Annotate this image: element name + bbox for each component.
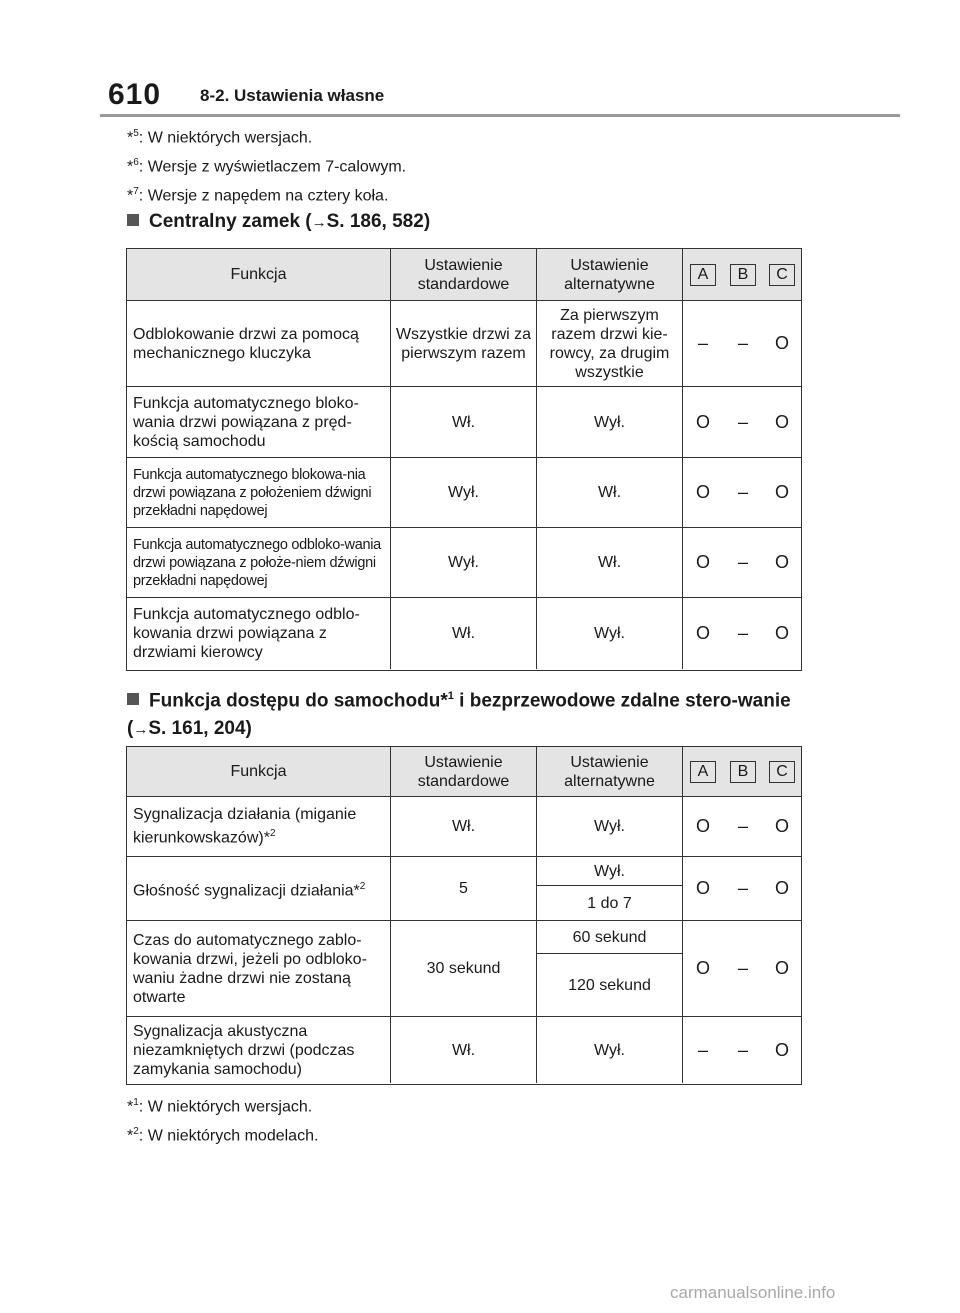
- table-row-alternative-2: 1 do 7: [537, 886, 683, 921]
- col-header-c: C: [763, 747, 801, 797]
- table-row-c: O: [763, 857, 801, 921]
- col-header-c: C: [763, 249, 801, 301]
- footnote-2: *$^2$: W niektórych modelach.: [127, 1126, 319, 1145]
- table-row-alternative-1: Wył.: [537, 857, 683, 885]
- table-row-default: 30 sekund: [391, 921, 537, 1017]
- table-row-default: 5: [391, 857, 537, 921]
- table-row-c: O: [774, 1039, 789, 1060]
- col-header-a: A: [683, 249, 723, 301]
- col-header-alternative: Ustawienie alternatywne: [537, 249, 683, 301]
- table-row-function: Głośność sygnalizacji działania*$^2$: [127, 857, 391, 921]
- table-row-function: Funkcja automatycznego odblo-kowania drzwi powiązana z drzwiami kierowcy: [127, 598, 391, 669]
- square-bullet-icon: [127, 214, 139, 226]
- table-row-c: O: [763, 797, 801, 857]
- table-row-a: O: [683, 797, 723, 857]
- table-row-a: O: [683, 857, 723, 921]
- table-row-default: Wł.: [391, 598, 537, 669]
- table-row-b: –: [723, 387, 763, 458]
- entry-function-table: [126, 746, 802, 1085]
- table-row-b: –: [723, 528, 763, 598]
- header-rule: [100, 114, 900, 117]
- table-row-function: Odblokowanie drzwi za pomocą mechanicznego kluczyka: [127, 301, 391, 387]
- table-row-alternative: Wył.: [537, 387, 683, 458]
- cell-divider: [537, 885, 683, 886]
- footnote-5: *$^5$: W niektórych wersjach.: [127, 128, 313, 147]
- table-row-default: Wszystkie drzwi za pierwszym razem: [391, 301, 537, 387]
- footnote-6: *$^6$: Wersje z wyświetlaczem 7-calowym.: [127, 157, 407, 176]
- central-lock-table: [126, 248, 802, 671]
- table-row-default: Wył.: [391, 458, 537, 528]
- table-row-alternative: Wł.: [537, 528, 683, 598]
- table-row-default: Wł.: [391, 387, 537, 458]
- footnote-1: *$^1$: W niektórych wersjach.: [127, 1097, 313, 1116]
- table-row-function: Funkcja automatycznego blokowa-nia drzwi powiązana z położeniem dźwigni przekładni napędowej: [127, 458, 391, 528]
- section-heading-entry-function: Funkcja dostępu do samochodu*$^1$ i bezprzewodowe zdalne stero-wanie (→S. 161, 204): [127, 690, 791, 740]
- table-row-alternative: Wył.: [537, 797, 683, 857]
- table-row-function: Funkcja automatycznego bloko-wania drzwi powiązana z pręd-kością samochodu: [127, 387, 391, 458]
- table-row-a: –: [683, 301, 723, 387]
- table-row-a: O: [683, 921, 723, 1017]
- table-row-a: O: [683, 387, 723, 458]
- table-row-default: Wł.: [391, 797, 537, 857]
- table-row-c: O: [763, 387, 801, 458]
- cell-divider: [537, 953, 683, 954]
- col-header-default: Ustawienie standardowe: [391, 747, 537, 797]
- table-row-alternative-1: 60 sekund: [537, 921, 683, 953]
- table-row-c: O: [763, 528, 801, 598]
- table-row-default: Wył.: [391, 528, 537, 598]
- table-row-c: O: [763, 301, 801, 387]
- table-row-function: Sygnalizacja akustyczna niezamkniętych drzwi (podczas zamykania samochodu): [127, 1017, 391, 1083]
- col-header-alternative: Ustawienie alternatywne: [537, 747, 683, 797]
- col-header-a: A: [683, 747, 723, 797]
- table-row-b: –: [723, 458, 763, 528]
- section-heading-central-lock: Centralny zamek (→S. 186, 582): [127, 208, 807, 237]
- table-row-b: –: [723, 921, 763, 1017]
- table-row-a: O: [683, 528, 723, 598]
- col-header-b: B: [723, 249, 763, 301]
- table-row-alternative: Wył.: [537, 598, 683, 669]
- table-row-alternative-2: 120 sekund: [537, 954, 683, 1017]
- table-row-alternative: Wł.: [537, 458, 683, 528]
- table-row-b: –: [737, 1039, 748, 1060]
- table-row-alternative: Za pierwszym razem drzwi kie-rowcy, za drugim wszystkie: [537, 301, 683, 387]
- table-row-a: –: [697, 1039, 708, 1060]
- table-row-alternative: Wył.: [537, 1017, 683, 1083]
- table-row-b: –: [723, 857, 763, 921]
- table-row-c: O: [774, 623, 789, 643]
- watermark: carmanualsonline.info: [670, 1283, 836, 1302]
- footnote-7: *$^7$: Wersje z napędem na cztery koła.: [127, 186, 389, 205]
- table-row-function: Czas do automatycznego zablo-kowania drzwi, jeżeli po odbloko-waniu żadne drzwi nie zostaną otwarte: [127, 921, 391, 1017]
- table-row-a: O: [683, 458, 723, 528]
- table-row-function: Sygnalizacja działania (miganie kierunkowskazów)*$^2$: [127, 797, 391, 857]
- col-header-function: Funkcja: [127, 249, 391, 301]
- table-row-c: O: [763, 921, 801, 1017]
- table-row-c: O: [763, 458, 801, 528]
- table-row-b: –: [737, 623, 748, 643]
- page-number: 610: [108, 78, 162, 111]
- col-header-function: Funkcja: [127, 747, 391, 797]
- table-row-function: Funkcja automatycznego odbloko-wania drzwi powiązana z położe-niem dźwigni przekładni napędowej: [127, 528, 391, 598]
- table-row-b: –: [723, 301, 763, 387]
- table-row-b: –: [723, 797, 763, 857]
- col-header-default: Ustawienie standardowe: [391, 249, 537, 301]
- table-row-a: O: [695, 623, 710, 643]
- square-bullet-icon: [127, 693, 139, 705]
- col-header-b: B: [723, 747, 763, 797]
- table-row-default: Wł.: [391, 1017, 537, 1083]
- section-header-title: 8-2. Ustawienia własne: [200, 86, 385, 105]
